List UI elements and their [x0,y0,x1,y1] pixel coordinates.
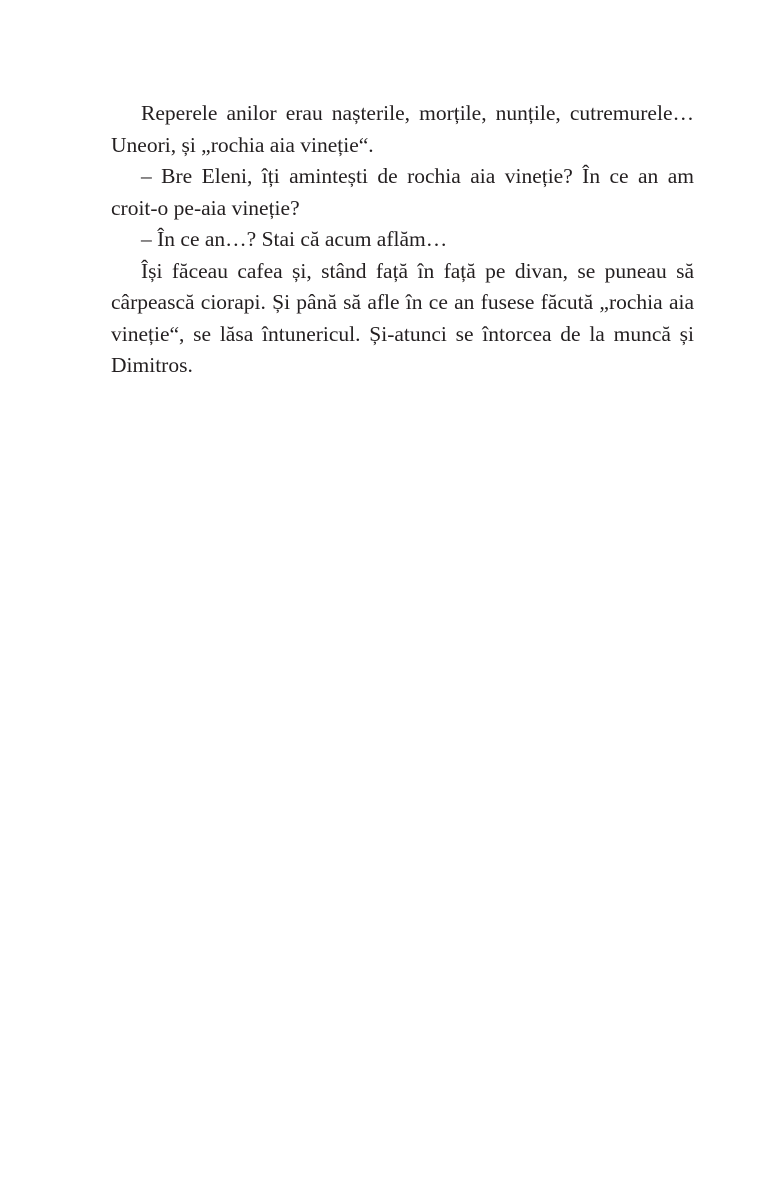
dialogue-line-2: – În ce an…? Stai că acum aflăm… [141,227,448,251]
body-text [111,98,694,382]
dialogue-line-1: – Bre Eleni, îți amintești de rochia aia vineție? În ce an am croit-o pe-aia vineție? [111,164,694,220]
paragraph-1: Reperele anilor erau nașterile, morțile, nunțile, cutremurele… Uneori, și „rochia aia vineție“. [111,101,694,157]
paragraph-2: Își făceau cafea și, stând față în față pe divan, se puneau să cârpească ciorapi. Și până să afle în ce an fusese făcută „rochia aia vineție“, se lăsa întunericul. Și-atunci se întorcea de la muncă și Dimitros. [111,258,694,377]
